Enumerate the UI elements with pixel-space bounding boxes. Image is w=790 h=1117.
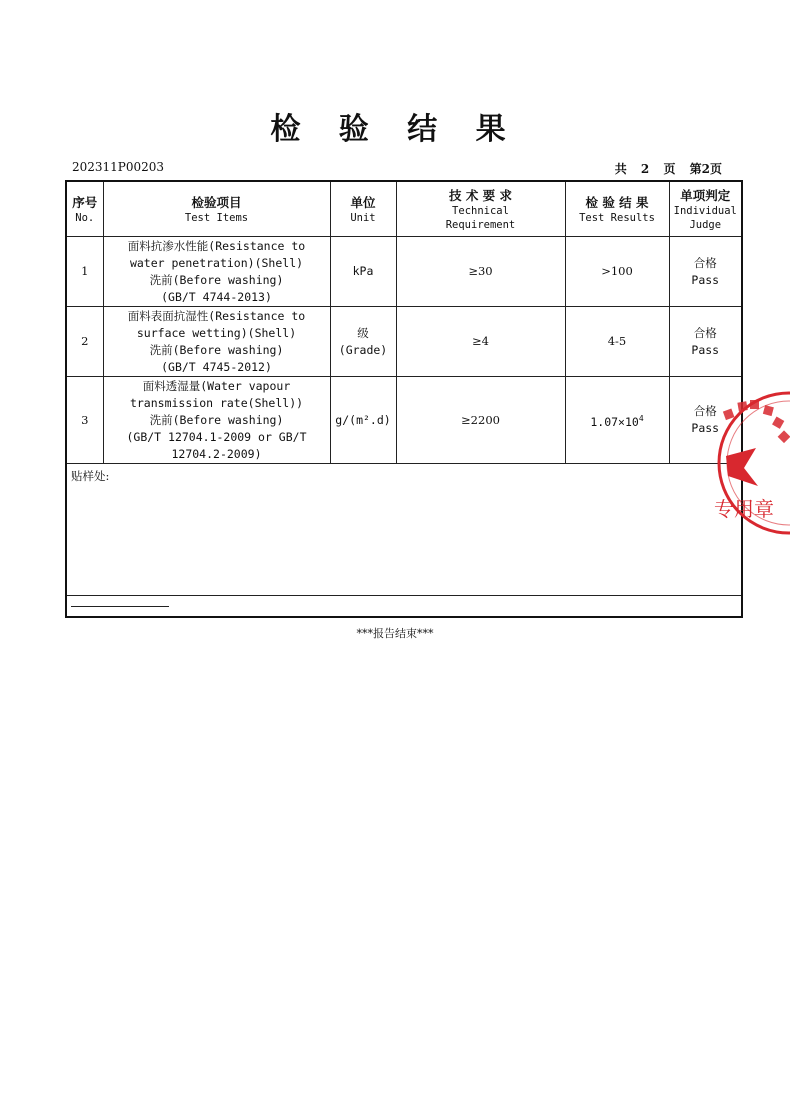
page-unit: 页	[663, 162, 676, 176]
result-cell: 4-5	[565, 307, 669, 377]
report-number: 202311P00203	[72, 160, 165, 174]
result-cell: >100	[565, 237, 669, 307]
seal-stamp-icon	[714, 388, 790, 538]
test-item: 面料抗渗水性能(Resistance to water penetration)(Shell) 洗前(Before washing) (GB/T 4744-2013)	[103, 237, 330, 307]
page-indicator	[611, 160, 722, 177]
requirement-cell: ≥2200	[396, 377, 565, 464]
seal-text: 专用章	[714, 497, 774, 521]
total-label: 共	[614, 162, 627, 176]
requirement-cell: ≥4	[396, 307, 565, 377]
judge-cell: 合格 Pass	[669, 377, 741, 464]
header-test-results: 检 验 结 果 Test Results	[565, 182, 669, 237]
signature-rule	[71, 606, 169, 607]
unit-cell: kPa	[330, 237, 396, 307]
requirement-cell: ≥30	[396, 237, 565, 307]
result-cell: $1.07\times 10^4$	[565, 377, 669, 464]
table-row	[67, 237, 741, 307]
footer-divider	[67, 595, 741, 596]
results-table	[67, 182, 741, 464]
total-pages: 2	[640, 162, 650, 176]
page-title: 检 验 结 果	[270, 112, 520, 147]
header-unit: 单位 Unit	[330, 182, 396, 237]
test-item: 面料透湿量(Water vapour transmission rate(Shell)) 洗前(Before washing) (GB/T 12704.1-2009 or GB/T 12704.2-2009)	[103, 377, 330, 464]
header-row	[67, 182, 741, 237]
row-no: 1	[67, 237, 103, 307]
results-frame	[65, 180, 743, 618]
unit-cell: 级 (Grade)	[330, 307, 396, 377]
judge-cell: 合格 Pass	[669, 237, 741, 307]
header-requirement: 技 术 要 求 Technical Requirement	[396, 182, 565, 237]
sample-area-label: 贴样处:	[71, 469, 110, 483]
header-judge: 单项判定 Individual Judge	[669, 182, 741, 237]
row-no: 2	[67, 307, 103, 377]
judge-cell: 合格 Pass	[669, 307, 741, 377]
unit-cell: g/(m².d)	[330, 377, 396, 464]
end-of-report-note: ***报告结束***	[356, 627, 434, 640]
header-test-items: 检验项目 Test Items	[103, 182, 330, 237]
row-no: 3	[67, 377, 103, 464]
table-row	[67, 377, 741, 464]
header-no: 序号 No.	[67, 182, 103, 237]
test-item: 面料表面抗湿性(Resistance to surface wetting)(Shell) 洗前(Before washing) (GB/T 4745-2012)	[103, 307, 330, 377]
table-row	[67, 307, 741, 377]
current-page: 第2页	[689, 162, 722, 176]
